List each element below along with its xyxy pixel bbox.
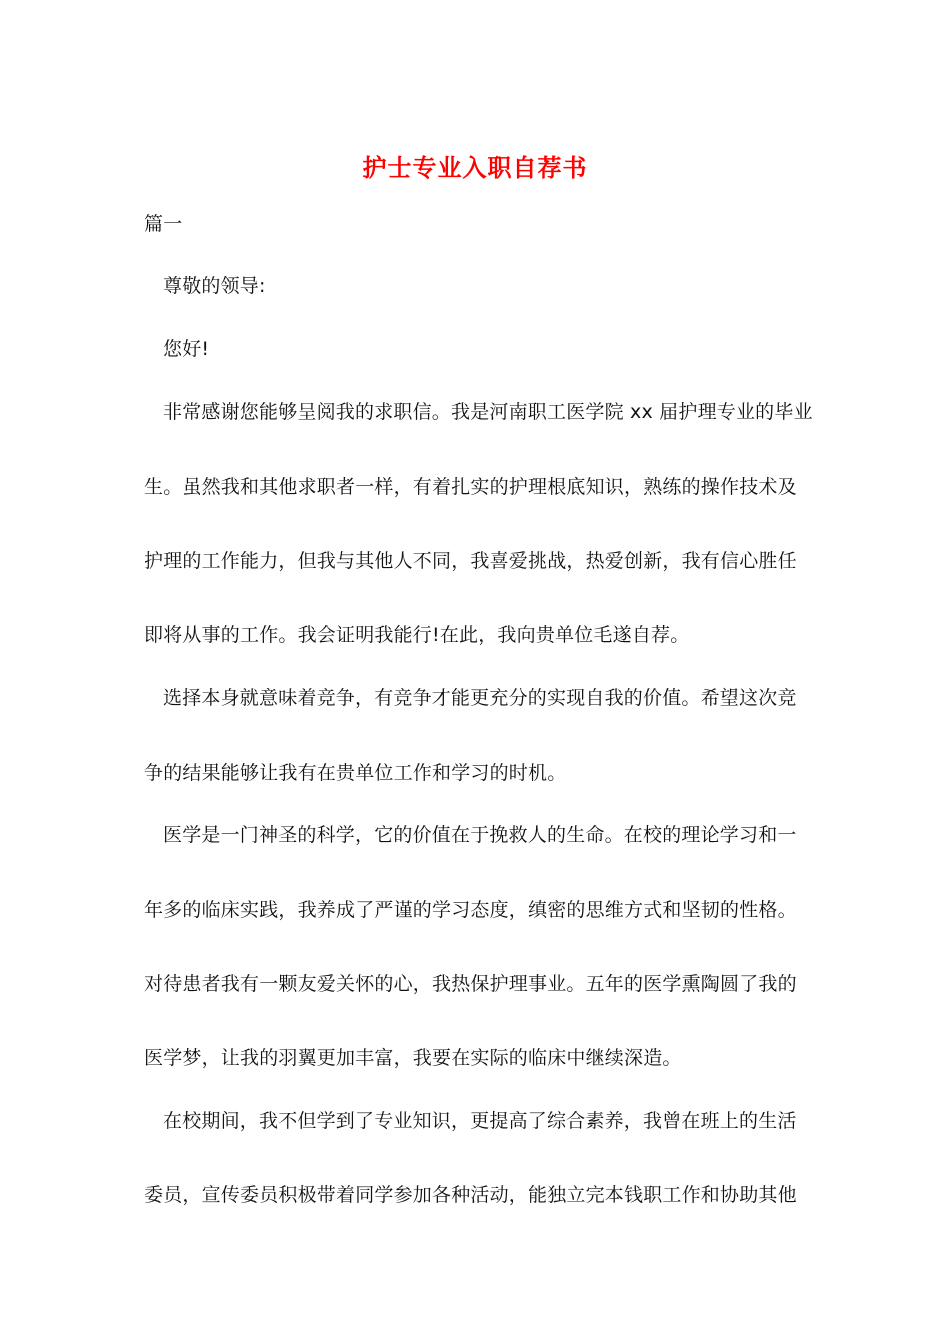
salutation: 尊敬的领导: bbox=[163, 275, 266, 297]
paragraph-line: 选择本身就意味着竞争，有竞争才能更充分的实现自我的价值。希望这次竞 bbox=[163, 687, 797, 709]
paragraph-line: 生。虽然我和其他求职者一样，有着扎实的护理根底知识，熟练的操作技术及 bbox=[144, 476, 797, 498]
document-title: 护士专业入职自荐书 bbox=[362, 153, 588, 182]
paragraph-line: 委员，宣传委员积极带着同学参加各种活动，能独立完本钱职工作和协助其他 bbox=[144, 1184, 797, 1206]
greeting: 您好! bbox=[163, 338, 210, 360]
paragraph-line: 非常感谢您能够呈阅我的求职信。我是河南职工医学院 xx 届护理专业的毕业 bbox=[163, 401, 813, 423]
section-heading: 篇一 bbox=[144, 213, 183, 235]
paragraph-line: 争的结果能够让我有在贵单位工作和学习的时机。 bbox=[144, 762, 567, 784]
paragraph-line: 护理的工作能力，但我与其他人不同，我喜爱挑战，热爱创新，我有信心胜任 bbox=[144, 550, 797, 572]
paragraph-line: 即将从事的工作。我会证明我能行!在此，我向贵单位毛遂自荐。 bbox=[144, 624, 690, 646]
paragraph-line: 医学梦，让我的羽翼更加丰富，我要在实际的临床中继续深造。 bbox=[144, 1047, 682, 1069]
paragraph-line: 医学是一门神圣的科学，它的价值在于挽救人的生命。在校的理论学习和一 bbox=[163, 824, 797, 846]
paragraph-line: 在校期间，我不但学到了专业知识，更提高了综合素养，我曾在班上的生活 bbox=[163, 1110, 797, 1132]
paragraph-line: 年多的临床实践，我养成了严谨的学习态度，缜密的思维方式和坚韧的性格。 bbox=[144, 899, 797, 921]
paragraph-line: 对待患者我有一颗友爱关怀的心，我热保护理事业。五年的医学熏陶圆了我的 bbox=[144, 973, 797, 995]
